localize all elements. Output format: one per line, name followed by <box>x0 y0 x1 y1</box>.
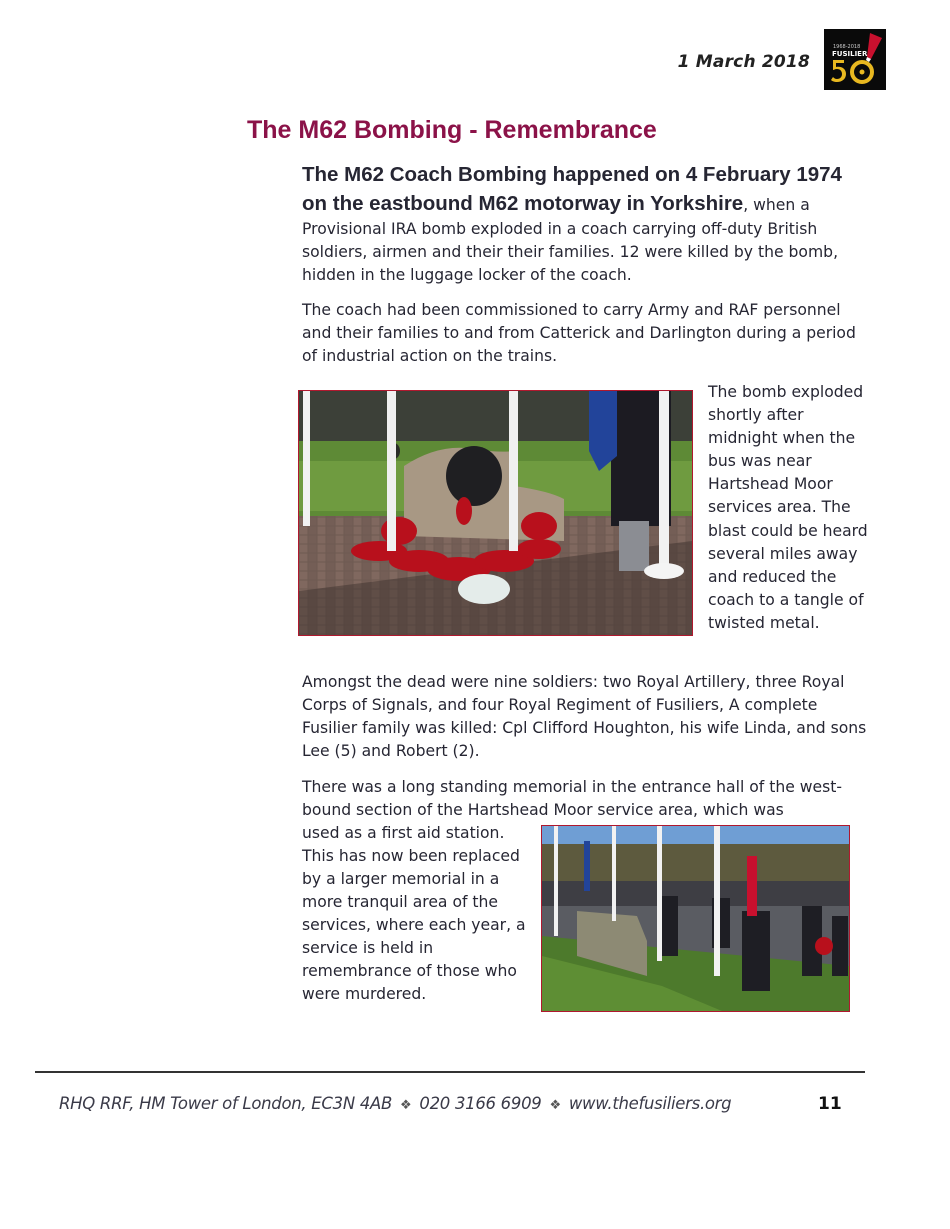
memorial-wreath-photo-image <box>299 391 692 635</box>
lead-rest-text: , when a Provisional IRA bomb exploded in a coach carrying off-duty British soldiers, airmen and their their families. 12 were killed by the bomb, hidden in the luggage locker of the coach. <box>302 196 839 284</box>
paragraph-memorial-wrap-text: used as a first aid station. This has now been replaced by a larger memorial in a more tranquil area of the services, where each year, a service is held in remembrance of those who were murdered. <box>302 824 526 1003</box>
memorial-wreath-photo <box>298 390 693 636</box>
paragraph-memorial-wrap <box>302 822 527 1006</box>
paragraph-coach-text: The coach had been commissioned to carry Army and RAF personnel and their families to and from Catterick and Darlington during a period of industrial action on the trains. <box>302 301 856 365</box>
diamond-separator-icon: ❖ <box>549 1098 561 1113</box>
paragraph-casualties <box>302 671 867 763</box>
fusilier-50-logo <box>824 29 886 90</box>
svg-text:1968-2018: 1968-2018 <box>833 44 861 50</box>
article-title: The M62 Bombing - Remembrance <box>247 116 657 144</box>
svg-text:FUSILIER: FUSILIER <box>832 50 868 58</box>
footer-website-link[interactable]: www.thefusiliers.org <box>568 1094 732 1113</box>
lead-bold-text: The M62 Coach Bombing happened on 4 February 1974 on the eastbound M62 motorway in Yorkshire <box>302 163 842 215</box>
footer-divider <box>35 1071 865 1073</box>
paragraph-memorial-intro <box>302 776 867 822</box>
paragraph-blast <box>708 381 868 635</box>
footer-contact <box>59 1094 731 1113</box>
remembrance-service-photo <box>541 825 850 1012</box>
page-number: 11 <box>818 1094 842 1114</box>
remembrance-service-photo-image <box>542 826 849 1011</box>
paragraph-memorial-intro-text: There was a long standing memorial in the entrance hall of the west-bound section of the Hartshead Moor service area, which was <box>302 778 842 819</box>
footer-phone: 020 3166 6909 <box>419 1094 542 1113</box>
paragraph-casualties-text: Amongst the dead were nine soldiers: two Royal Artillery, three Royal Corps of Signals, and four Royal Regiment of Fusiliers, A complete Fusilier family was killed: Cpl Clifford Houghton, his wife Linda, and sons Lee (5) and Robert (2). <box>302 673 867 760</box>
lead-paragraph <box>302 160 867 287</box>
paragraph-coach <box>302 299 867 368</box>
diamond-separator-icon: ❖ <box>400 1098 412 1113</box>
footer-address: RHQ RRF, HM Tower of London, EC3N 4AB <box>59 1094 393 1113</box>
paragraph-blast-text: The bomb exploded shortly after midnight when the bus was near Hartshead Moor services area. The blast could be heard several miles away and reduced the coach to a tangle of twisted metal. <box>708 383 868 632</box>
issue-date: 1 March 2018 <box>677 52 810 72</box>
fusilier-50-logo-icon <box>824 29 886 90</box>
